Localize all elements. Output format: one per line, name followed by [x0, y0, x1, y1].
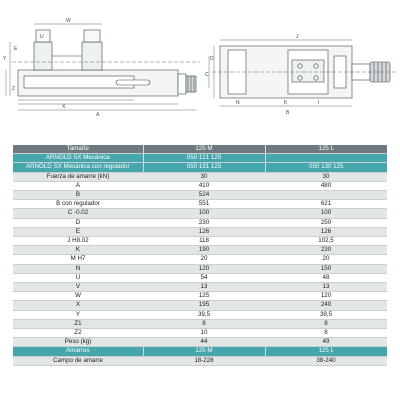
- value-cell: 125: [143, 292, 265, 301]
- value-cell: 120: [265, 292, 387, 301]
- table-row: [13, 191, 387, 200]
- row-label-cell: K: [13, 246, 143, 255]
- value-cell: 18-228: [143, 356, 265, 365]
- row-label-cell: W: [13, 292, 143, 301]
- row-label-cell: ARNOLD SX Mecánica: [13, 154, 143, 163]
- value-cell: 10: [143, 329, 265, 338]
- value-cell: 230: [143, 218, 265, 227]
- table-row: [13, 310, 387, 319]
- dim-label: N: [236, 100, 240, 106]
- table-row: [13, 172, 387, 181]
- value-cell: 050 121 125: [143, 154, 265, 163]
- value-cell: 13: [265, 283, 387, 292]
- row-label-cell: Z2: [13, 329, 143, 338]
- spec-table: [13, 145, 387, 366]
- value-cell: 102,5: [265, 237, 387, 246]
- row-label-cell: Fuerza de amarre (kN): [13, 172, 143, 181]
- table-row: [13, 338, 387, 347]
- table-row: [13, 292, 387, 301]
- table-row: [13, 200, 387, 209]
- value-cell: 230: [265, 246, 387, 255]
- value-cell: 190: [143, 246, 265, 255]
- value-cell: 621: [265, 200, 387, 209]
- table-row: [13, 237, 387, 246]
- row-label-cell: E: [13, 227, 143, 236]
- value-cell: 240: [265, 301, 387, 310]
- row-label-cell: C -0.02: [13, 209, 143, 218]
- dim-label: I: [318, 100, 320, 106]
- value-cell: 250: [265, 218, 387, 227]
- row-label-cell: Campo de amarre: [13, 356, 143, 365]
- value-cell: 100: [265, 209, 387, 218]
- row-label-cell: Z1: [13, 319, 143, 328]
- table-row: [13, 181, 387, 190]
- value-cell: 150: [265, 264, 387, 273]
- value-cell: [265, 154, 387, 163]
- value-cell: 39,5: [143, 310, 265, 319]
- table-row: [13, 163, 387, 172]
- value-cell: 118: [143, 237, 265, 246]
- dim-label: Y: [3, 56, 7, 62]
- value-cell: 125 M: [143, 145, 265, 154]
- dim-label: E: [14, 46, 18, 52]
- table-row: [13, 283, 387, 292]
- row-label-cell: Amarres: [13, 347, 143, 356]
- value-cell: 48: [265, 273, 387, 282]
- value-cell: 20: [265, 255, 387, 264]
- value-cell: 126: [265, 227, 387, 236]
- table-row: [13, 329, 387, 338]
- table-row: [13, 154, 387, 163]
- table-row: [13, 209, 387, 218]
- table-row: [13, 246, 387, 255]
- table-row: [13, 273, 387, 282]
- dim-label: J: [296, 34, 299, 40]
- table-row: [13, 255, 387, 264]
- value-cell: 49: [265, 338, 387, 347]
- row-label-cell: X: [13, 301, 143, 310]
- value-cell: 44: [143, 338, 265, 347]
- value-cell: 050 131 125: [143, 163, 265, 172]
- value-cell: 125 L: [265, 347, 387, 356]
- row-label-cell: N: [13, 264, 143, 273]
- value-cell: 38-240: [265, 356, 387, 365]
- value-cell: 125 L: [265, 145, 387, 154]
- row-label-cell: Y: [13, 310, 143, 319]
- value-cell: 410: [143, 181, 265, 190]
- dim-label: A: [96, 112, 100, 118]
- value-cell: 20: [143, 255, 265, 264]
- table-header-row: [13, 145, 387, 154]
- dim-label: U: [40, 34, 44, 40]
- dim-label: K: [284, 100, 288, 106]
- value-cell: [265, 191, 387, 200]
- row-label-cell: Peso (kg): [13, 338, 143, 347]
- table-row: [13, 347, 387, 356]
- value-cell: 524: [143, 191, 265, 200]
- value-cell: 125 M: [143, 347, 265, 356]
- table-row: [13, 227, 387, 236]
- table-row: [13, 264, 387, 273]
- table-row: [13, 319, 387, 328]
- value-cell: 39,5: [265, 310, 387, 319]
- row-label-cell: ARNOLD SX Mecánica con regulador: [13, 163, 143, 172]
- spec-table-body: [13, 145, 387, 365]
- value-cell: 8: [265, 329, 387, 338]
- value-cell: 126: [143, 227, 265, 236]
- dim-label: X: [62, 104, 66, 110]
- vise-side-view: [6, 24, 200, 110]
- table-row: [13, 356, 387, 365]
- value-cell: 195: [143, 301, 265, 310]
- row-label-cell: Tamaño: [13, 145, 143, 154]
- value-cell: 8: [265, 319, 387, 328]
- row-label-cell: J H8.02: [13, 237, 143, 246]
- row-label-cell: D: [13, 218, 143, 227]
- dim-label: W: [66, 18, 71, 24]
- row-label-cell: A: [13, 181, 143, 190]
- row-label-cell: V: [13, 283, 143, 292]
- dim-label: B: [286, 110, 290, 116]
- value-cell: 30: [143, 172, 265, 181]
- value-cell: 100: [143, 209, 265, 218]
- row-label-cell: U: [13, 273, 143, 282]
- dim-label: Z: [12, 86, 16, 92]
- value-cell: 120: [143, 264, 265, 273]
- value-cell: 551: [143, 200, 265, 209]
- row-label-cell: M H7: [13, 255, 143, 264]
- table-row: [13, 301, 387, 310]
- value-cell: 54: [143, 273, 265, 282]
- value-cell: 13: [143, 283, 265, 292]
- dim-label: D: [210, 56, 214, 62]
- value-cell: 8: [143, 319, 265, 328]
- value-cell: 30: [265, 172, 387, 181]
- value-cell: 050 130 125: [265, 163, 387, 172]
- table-row: [13, 218, 387, 227]
- technical-drawing: [0, 0, 400, 138]
- row-label-cell: B: [13, 191, 143, 200]
- row-label-cell: B con regulador: [13, 200, 143, 209]
- value-cell: 480: [265, 181, 387, 190]
- dim-label: C: [205, 72, 209, 78]
- vise-top-view: [209, 40, 396, 106]
